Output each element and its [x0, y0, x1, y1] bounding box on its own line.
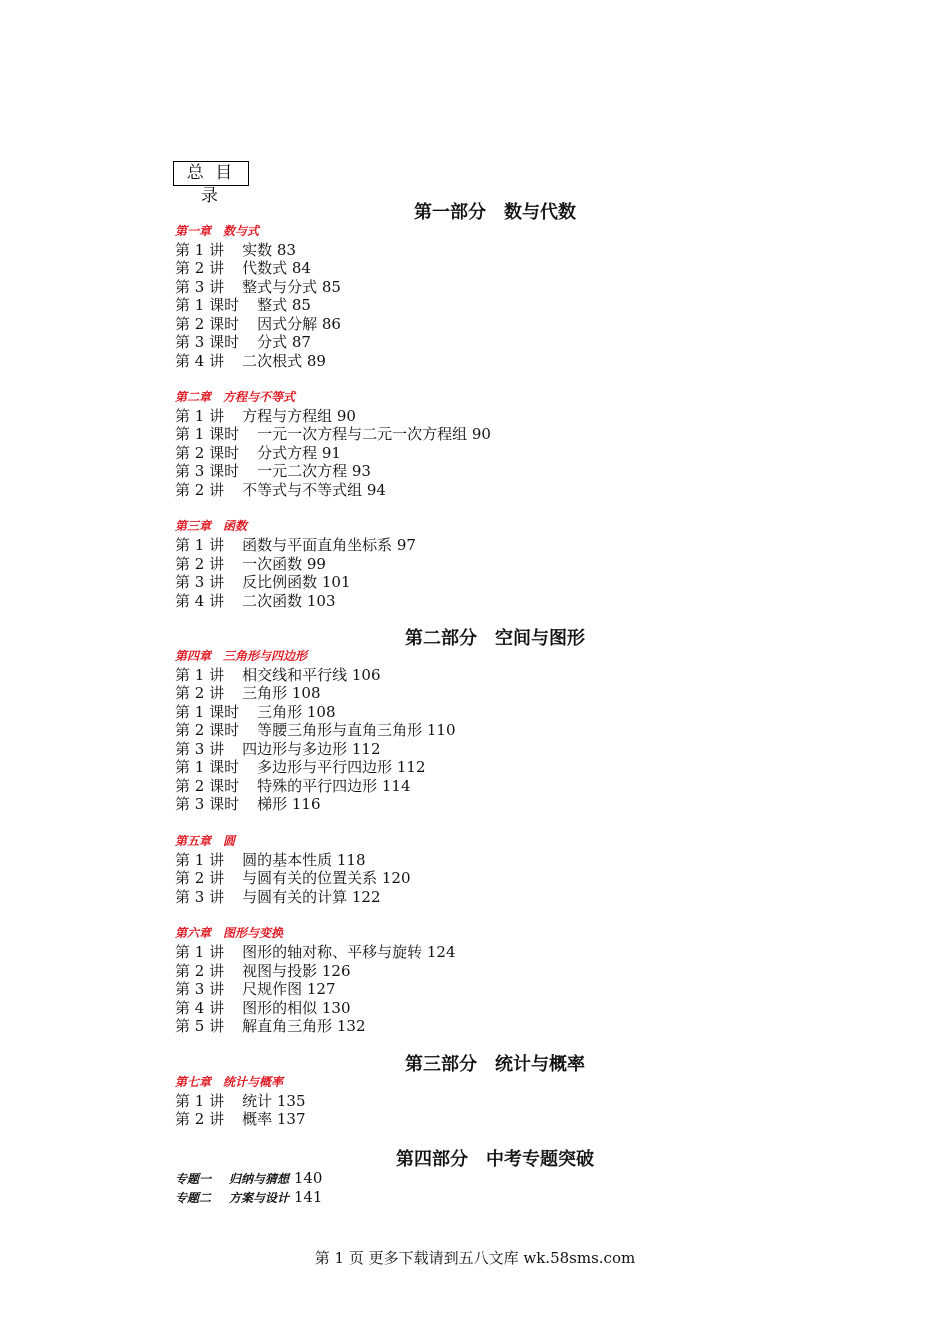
toc-title: 总 目 录 [173, 161, 249, 186]
special-topic-entry: 专题二 方案与设计 141 [175, 1188, 323, 1206]
toc-entry: 第 3 课时 一元二次方程 93 [175, 462, 371, 480]
chapter-heading: 第四章 三角形与四边形 [175, 649, 308, 663]
toc-entry: 第 2 课时 等腰三角形与直角三角形 110 [175, 721, 456, 739]
toc-entry: 第 3 讲 尺规作图 127 [175, 980, 336, 998]
toc-entry: 第 3 讲 与圆有关的计算 122 [175, 888, 381, 906]
toc-entry: 第 1 课时 一元一次方程与二元一次方程组 90 [175, 425, 491, 443]
toc-entry: 第 2 讲 三角形 108 [175, 684, 321, 702]
toc-entry: 第 1 讲 统计 135 [175, 1092, 306, 1110]
toc-entry: 第 2 课时 因式分解 86 [175, 315, 341, 333]
chapter-heading: 第六章 图形与变换 [175, 926, 284, 940]
part-heading: 第二部分 空间与图形 [405, 628, 585, 649]
part-heading: 第三部分 统计与概率 [405, 1054, 585, 1075]
toc-entry: 第 2 讲 代数式 84 [175, 259, 311, 277]
toc-entry: 第 1 课时 三角形 108 [175, 703, 336, 721]
chapter-heading: 第三章 函数 [175, 519, 248, 533]
toc-entry: 第 4 讲 二次函数 103 [175, 592, 336, 610]
part-heading: 第一部分 数与代数 [414, 202, 576, 223]
part-heading: 第四部分 中考专题突破 [396, 1149, 594, 1170]
chapter-heading: 第七章 统计与概率 [175, 1075, 284, 1089]
toc-entry: 第 3 讲 整式与分式 85 [175, 278, 341, 296]
chapter-heading: 第二章 方程与不等式 [175, 390, 296, 404]
toc-entry: 第 2 讲 概率 137 [175, 1110, 306, 1128]
page-footer: 第 1 页 更多下载请到五八文库 wk.58sms.com [314, 1249, 636, 1267]
toc-entry: 第 1 课时 多边形与平行四边形 112 [175, 758, 426, 776]
toc-entry: 第 1 讲 相交线和平行线 106 [175, 666, 381, 684]
toc-entry: 第 3 课时 梯形 116 [175, 795, 321, 813]
toc-entry: 第 3 讲 反比例函数 101 [175, 573, 351, 591]
toc-entry: 第 4 讲 二次根式 89 [175, 352, 326, 370]
chapter-heading: 第五章 圆 [175, 834, 236, 848]
toc-entry: 第 4 讲 图形的相似 130 [175, 999, 351, 1017]
toc-entry: 第 2 课时 特殊的平行四边形 114 [175, 777, 411, 795]
toc-entry: 第 1 课时 整式 85 [175, 296, 311, 314]
toc-entry: 第 2 讲 与圆有关的位置关系 120 [175, 869, 411, 887]
toc-entry: 第 1 讲 实数 83 [175, 241, 296, 259]
toc-entry: 第 1 讲 图形的轴对称、平移与旋转 124 [175, 943, 456, 961]
toc-entry: 第 2 讲 视图与投影 126 [175, 962, 351, 980]
toc-entry: 第 5 讲 解直角三角形 132 [175, 1017, 366, 1035]
toc-entry: 第 2 课时 分式方程 91 [175, 444, 341, 462]
toc-entry: 第 1 讲 方程与方程组 90 [175, 407, 356, 425]
toc-entry: 第 3 课时 分式 87 [175, 333, 311, 351]
special-topic-entry: 专题一 归纳与猜想 140 [175, 1169, 323, 1187]
toc-entry: 第 1 讲 圆的基本性质 118 [175, 851, 366, 869]
toc-entry: 第 1 讲 函数与平面直角坐标系 97 [175, 536, 416, 554]
chapter-heading: 第一章 数与式 [175, 224, 260, 238]
toc-entry: 第 3 讲 四边形与多边形 112 [175, 740, 381, 758]
toc-entry: 第 2 讲 一次函数 99 [175, 555, 326, 573]
toc-entry: 第 2 讲 不等式与不等式组 94 [175, 481, 386, 499]
